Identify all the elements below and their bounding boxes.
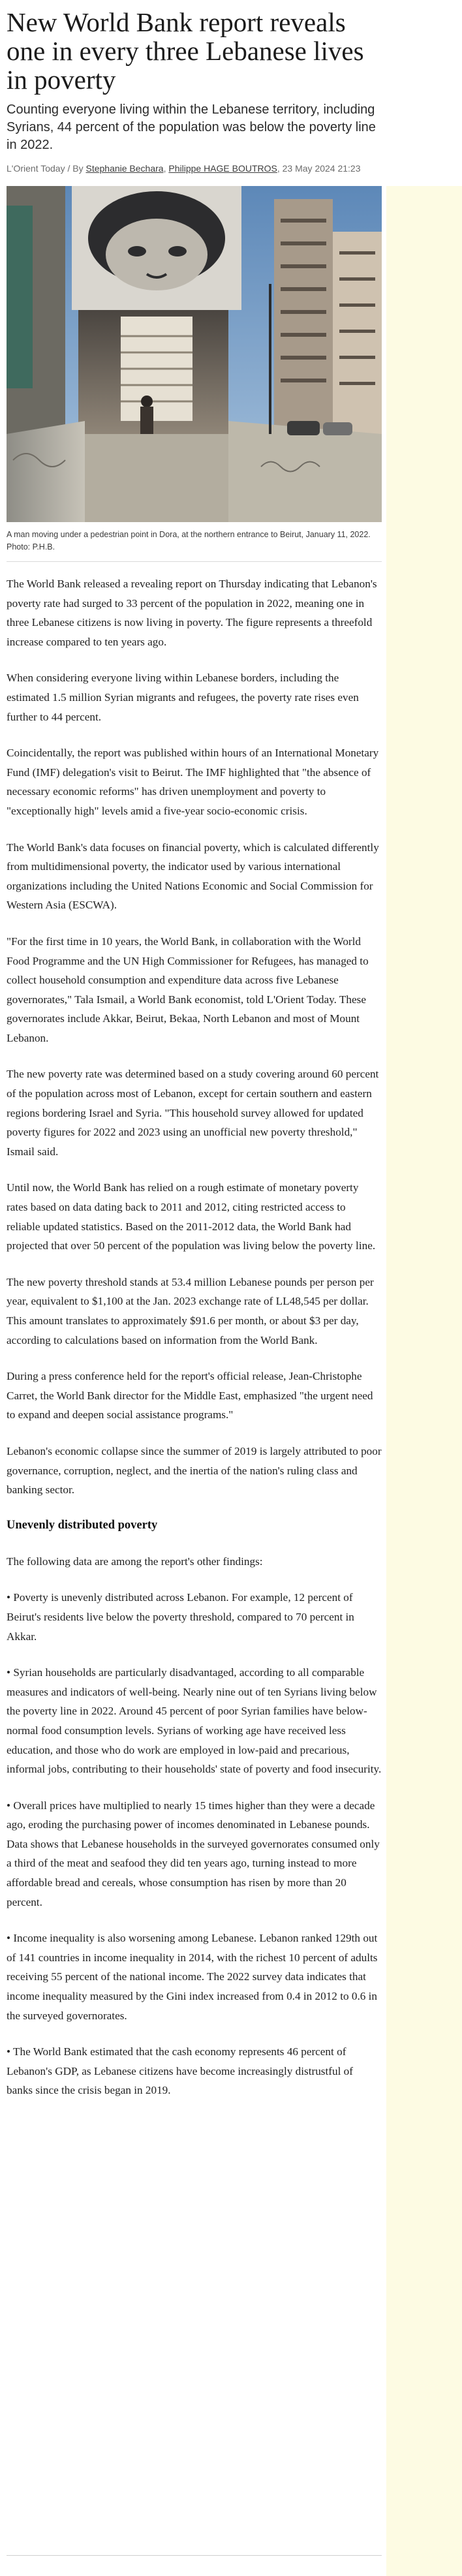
paragraph-5: "For the first time in 10 years, the World Bank, in collaboration with the World Food Programme and the UN High Commissioner for Refugees, has managed to collect household consumption and expenditure data across five Lebanese governorates," Tala Ismail, a World Bank economist, told L'Orient Today. These governorates include Akkar, Beirut, Bekaa, North Lebanon and most of Mount Lebanon. bbox=[7, 935, 369, 1044]
bullet-2: • Syrian households are particularly disadvantaged, according to all comparable measures and indicators of well-being. Nearly nine out of ten Syrians living below the poverty line in 2022. Around 45 percent of poor Syrian families have below-normal food consumption levels. Syrians of working age have received less education, and those who do work are employed in low-paid and precarious, informal jobs, contributing to their households' state of poverty and food insecurity. bbox=[7, 1666, 382, 1776]
byline-date: , 23 May 2024 21:23 bbox=[277, 163, 361, 174]
paragraph-10: Lebanon's economic collapse since the summer of 2019 is largely attributed to poor governance, corruption, neglect, and the inertia of the nation's ruling class and banking sector. bbox=[7, 1444, 382, 1497]
article-body bbox=[7, 574, 382, 2117]
byline-separator: , bbox=[163, 163, 166, 174]
paragraph-7: Until now, the World Bank has relied on a rough estimate of monetary poverty rates based on data dating back to 2011 and 2012, citing restricted access to reliable updated statistics. Based on the 2011-2012 data, the World Bank had projected that over 50 percent of the population was living below the poverty line. bbox=[7, 1181, 376, 1252]
byline-prefix: L'Orient Today / By bbox=[7, 163, 84, 174]
author-link-1[interactable]: Stephanie Bechara bbox=[85, 163, 164, 174]
sidebar-ad-area bbox=[386, 186, 462, 2576]
article-photo bbox=[7, 186, 382, 522]
bullet-5: • The World Bank estimated that the cash economy represents 46 percent of Lebanon's GDP, as Lebanese citizens have become increasingly distrustful of banks since the crisis began in 2019. bbox=[7, 2045, 353, 2097]
bottom-divider bbox=[7, 2555, 382, 2556]
headline: New World Bank report reveals one in every three Lebanese lives in poverty bbox=[7, 7, 364, 95]
author-link-2[interactable]: Philippe HAGE BOUTROS bbox=[168, 163, 277, 174]
byline bbox=[7, 163, 382, 174]
bullet-3: • Overall prices have multiplied to nearly 15 times higher than they were a decade ago, eroding the purchasing power of incomes denominated in Lebanese pounds. Data shows that Lebanese households in the surveyed governorates consumed only a third of the meat and seafood they did ten years ago, turning instead to more affordable bread and cereals, whose consumption has risen by more than 20 percent. bbox=[7, 1799, 380, 1908]
lede: Counting everyone living within the Lebanese territory, including Syrians, 44 percent of the population was below the poverty line in 2022. bbox=[7, 102, 376, 152]
photo-illustration bbox=[7, 186, 382, 522]
paragraph-3: Coincidentally, the report was published within hours of an International Monetary Fund (IMF) delegation's visit to Beirut. The IMF highlighted that "the absence of necessary economic reforms" has driven unemployment and poverty to "exceptionally high" levels amid a five-year socio-economic crisis. bbox=[7, 747, 379, 817]
paragraph-6: The new poverty rate was determined based on a study covering around 60 percent of the population across most of Lebanon, except for certain southern and eastern regions bordering Israel and Syria. "This household survey allowed for updated poverty figures for 2022 and 2023 using an unofficial new poverty threshold," Ismail said. bbox=[7, 1068, 379, 1158]
paragraph-4: The World Bank's data focuses on financial poverty, which is calculated differently from multidimensional poverty, the indicator used by various international organizations including the United Nations Economic and Social Commission for Western Asia (ESCWA). bbox=[7, 841, 379, 912]
bullet-1: • Poverty is unevenly distributed across Lebanon. For example, 12 percent of Beirut's residents live below the poverty threshold, compared to 70 percent in Akkar. bbox=[7, 1591, 354, 1643]
photo-caption: A man moving under a pedestrian point in Dora, at the northern entrance to Beirut, January 11, 2022. Photo: P.H.B. bbox=[7, 530, 371, 551]
paragraph-1: The World Bank released a revealing report on Thursday indicating that Lebanon's poverty rate had surged to 33 percent of the population in 2022, meaning one in three Lebanese citizens is now living in poverty. The figure represents a threefold increase compared to ten years ago. bbox=[7, 578, 377, 648]
paragraph-8: The new poverty threshold stands at 53.4 million Lebanese pounds per person per year, equivalent to $1,100 at the Jan. 2023 exchange rate of LL48,545 per dollar. This amount translates to approximately $91.6 per month, or about $3 per day, according to calculations based on information from the World Bank. bbox=[7, 1275, 374, 1346]
section-subheading: Unevenly distributed poverty bbox=[7, 1518, 158, 1532]
paragraph-2: When considering everyone living within Lebanese borders, including the estimated 1.5 million Syrian migrants and refugees, the poverty rate rises even further to 44 percent. bbox=[7, 672, 359, 723]
paragraph-9: During a press conference held for the report's official release, Jean-Christophe Carret, the World Bank director for the Middle East, emphasized "the urgent need to expand and deepen social assistance programs." bbox=[7, 1370, 373, 1421]
caption-divider bbox=[7, 561, 382, 562]
bullet-4: • Income inequality is also worsening among Lebanese. Lebanon ranked 129th out of 141 countries in income inequality in 2014, with the richest 10 percent of adults receiving 55 percent of the national income. The 2022 survey data indicates that income inequality measured by the Gini index increased from 0.4 in 2012 to 0.6 in the surveyed governorates. bbox=[7, 1932, 378, 2022]
paragraph-11: The following data are among the report's other findings: bbox=[7, 1555, 263, 1568]
